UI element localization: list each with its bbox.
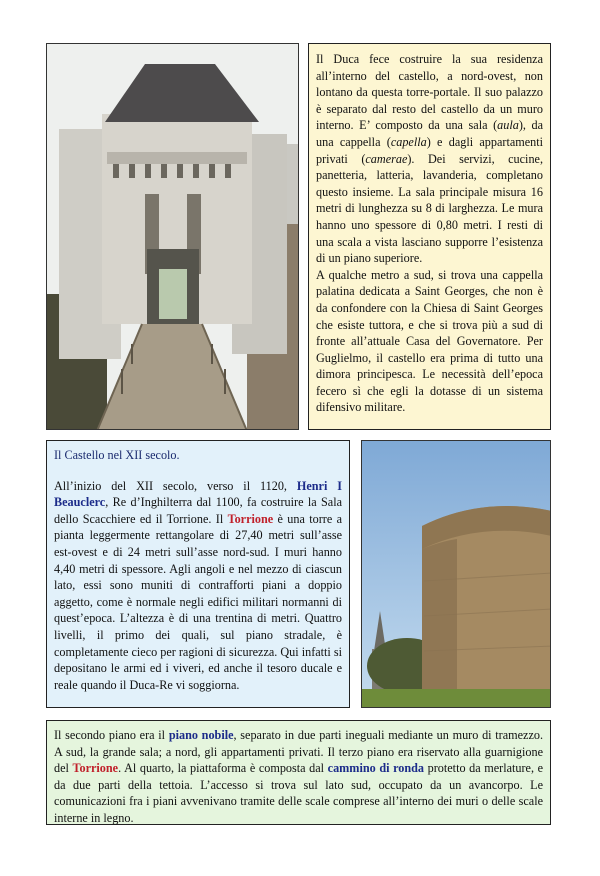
duke-paragraph-2: A qualche metro a sud, si trova una cappella palatina dedicata a Saint Georges, che non è da confondere con la Chiesa di Saint Georges che esiste tuttora, e che si trova più a sud di fronte all’attuale Casa del Governatore. Per Guglielmo, il castello era prima di tutto una dimora principesca. Le necessità dell’epoca fecero sì che egli la dotasse di un sistema difensivo militare. — [316, 267, 543, 415]
duke-residence-box — [308, 43, 551, 430]
gatehouse-photo — [46, 43, 299, 430]
name-henri: Henri I Beauclerc — [54, 478, 342, 510]
term-torrione: Torrione — [227, 511, 274, 526]
term-torrione-2: Torrione — [72, 761, 119, 776]
tower-photo — [361, 440, 551, 708]
term-piano-nobile: piano nobile — [168, 728, 234, 742]
xii-paragraph: All’inizio del XII secolo, verso il 1120, Henri I Beauclerc, Re d’Inghilterra dal 1100, fa costruire la Sala dello Scacchiere ed il Torrione. Il Torrione è una torre a pianta leggermente rettangolare di 27,40 metri sull’asse est-ovest e di 24 metri sull’asse nord-sud. I muri hanno 4,40 metri di spessore. Agli angoli e nel mezzo di ciascun lato, essi sono muniti di contrafforti piani a doppio aggetto, come è normale negli edifici militari normanni di quest’epoca. L’altezza è di una trentina di metri. Quattro livelli, il primo dei quali, sul piano stradale, è completamente cieco per ragioni di sicurezza. Qui infatti si depositano le armi ed i viveri, ed anche il tesoro ducale e reale quando il Duca-Re vi soggiorna. — [54, 478, 342, 692]
duke-paragraph-1: Il Duca fece costruire la sua residenza all’interno del castello, a nord-ovest, non lontano da questa torre-portale. Il suo palazzo è separato dal resto del castello da un muro interno. E’ composto da una sala (aula), da una cappella (capella) e dagli appartamenti privati (camerae). Dei servizi, cucine, panetteria, latteria, lavanderia, completano questo insieme. La sala principale misura 16 metri di lunghezza su 8 di larghezza. Le mura hanno uno spessore di 0,80 metri. I resti di una scala a vista lasciano supporre l’esistenza di un piano superiore. — [316, 52, 543, 266]
term-capella: capella — [390, 134, 427, 149]
floors-paragraph: Il secondo piano era il piano nobile, separato in due parti ineguali mediante un muro di tramezzo. A sud, la grande sala; a nord, gli appartamenti privati. Il terzo piano era riservato alla guarnigione del Torrione. Al quarto, la piattaforma è composta dal cammino di ronda protetto da merlature, e da due parti della tettoia. L’accesso si trova sul lato sud, occupato da un avancorpo. Le comunicazioni fra i piani avvenivano tramite delle scale comprese all’interno dei muri o delle scale interne in legno. — [54, 728, 544, 825]
term-aula: aula — [497, 118, 519, 133]
term-cammino-di-ronda: cammino di ronda — [327, 761, 425, 776]
gatehouse-illustration — [47, 44, 299, 430]
castle-xii-century-box — [46, 440, 350, 708]
tower-floors-box — [46, 720, 551, 825]
term-camerae: camerae — [365, 151, 408, 166]
tower-illustration — [362, 441, 551, 708]
section-title: Il Castello nel XII secolo. — [54, 448, 180, 462]
